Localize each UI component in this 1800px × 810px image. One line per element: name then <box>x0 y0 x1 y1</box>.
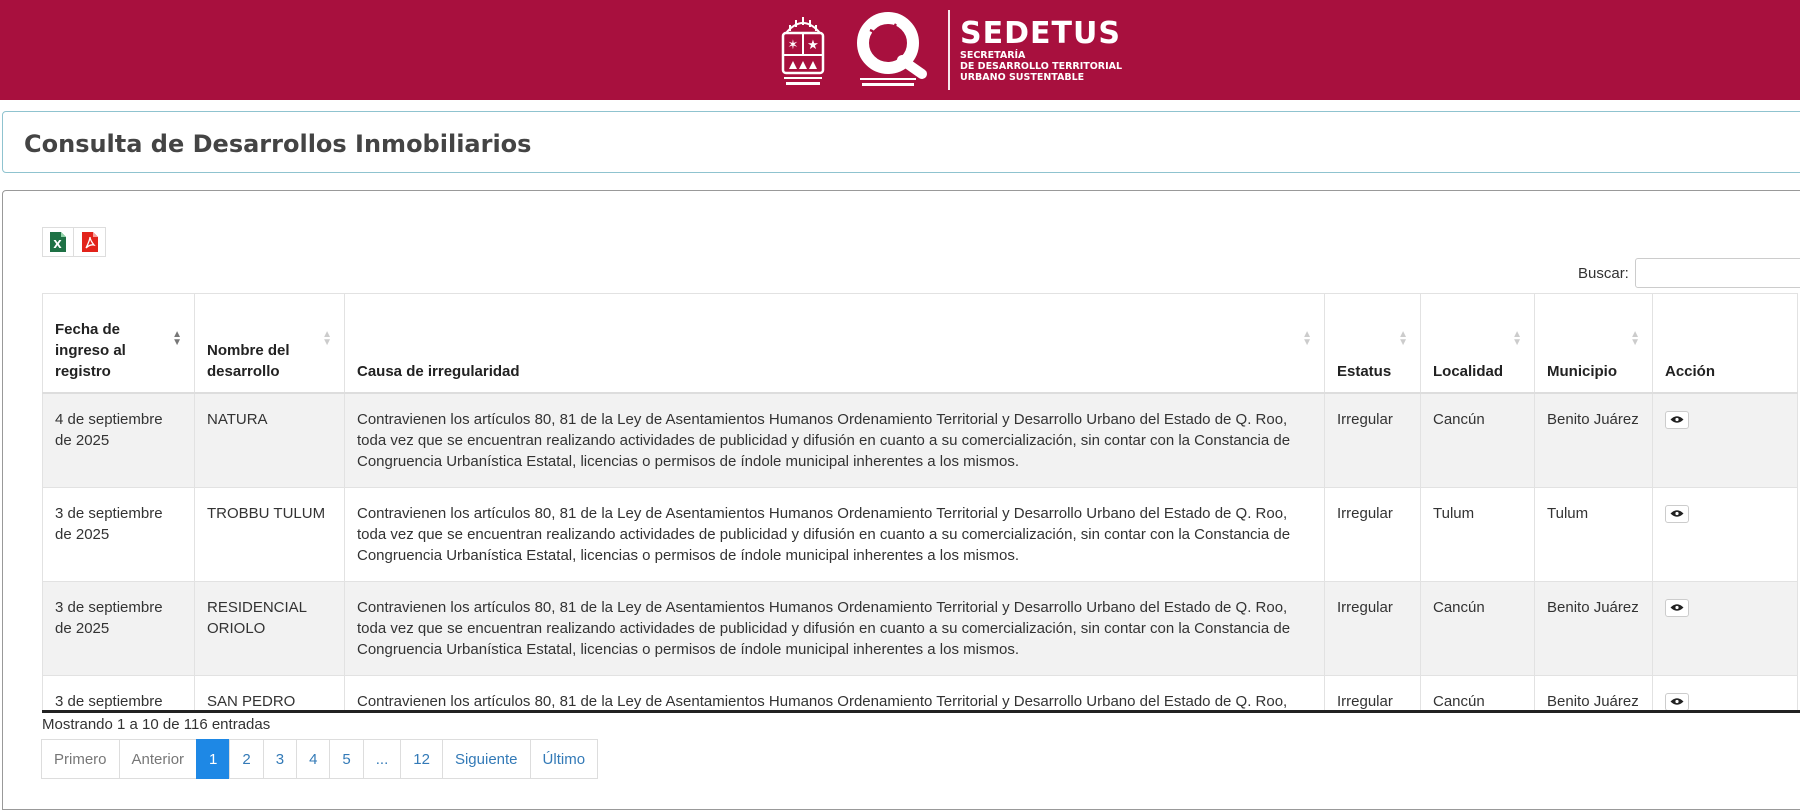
cell-municipio: Benito Juárez <box>1535 393 1653 488</box>
pdf-icon <box>81 231 99 253</box>
cell-nombre: TROBBU TULUM <box>195 488 345 582</box>
column-header-label: Nombre del desarrollo <box>207 342 290 380</box>
eye-icon <box>1670 603 1684 612</box>
excel-icon <box>49 231 67 253</box>
state-shield-logo <box>774 11 832 89</box>
column-header-label: Municipio <box>1547 363 1617 380</box>
column-header-label: Localidad <box>1433 363 1504 380</box>
pagination-ellipsis: ... <box>363 739 402 779</box>
cell-estatus: Irregular <box>1325 393 1421 488</box>
column-header-label: Causa de irregularidad <box>357 363 520 380</box>
cell-fecha: 3 de septiembre de 2025 <box>43 488 195 582</box>
cell-accion <box>1653 582 1798 676</box>
column-header-label: Acción <box>1665 363 1716 380</box>
cell-localidad: Cancún <box>1421 393 1535 488</box>
pagination-page-3[interactable]: 3 <box>263 739 297 779</box>
cell-causa: Contravienen los artículos 80, 81 de la Ley de Asentamientos Humanos Ordenamiento Territorial y Desarrollo Urbano del Estado de Q. Roo, toda vez que se encuentran realizando actividades de publicidad y difusión en cuanto a su comercialización, sin contar con la Constancia de Congruencia Urbanística Estatal, licencias o permisos de índole municipal inherentes a los mismos. <box>345 582 1325 676</box>
eye-icon <box>1670 697 1684 706</box>
brand-subtitle-line-1: SECRETARÍA <box>960 49 1026 61</box>
cell-accion <box>1653 676 1798 714</box>
sort-icon: ▲ ▼ <box>1630 329 1640 348</box>
svg-text:✶: ✶ <box>787 38 799 53</box>
table-row <box>43 582 1798 676</box>
brand-subtitle-line-2: DE DESARROLLO TERRITORIAL <box>960 60 1123 72</box>
column-header-label: Estatus <box>1337 363 1392 380</box>
table-header-row <box>43 294 1798 394</box>
cell-municipio: Benito Juárez <box>1535 582 1653 676</box>
pagination-previous[interactable]: Anterior <box>119 739 198 779</box>
column-header-municipio[interactable] <box>1535 294 1653 394</box>
sort-icon: ▲ ▼ <box>1512 329 1522 348</box>
page-title: Consulta de Desarrollos Inmobiliarios <box>24 130 532 158</box>
cell-estatus: Irregular <box>1325 676 1421 714</box>
column-header-fecha[interactable] <box>43 294 195 394</box>
pagination <box>42 739 598 777</box>
sort-icon: ▲ ▼ <box>1302 329 1312 348</box>
export-excel-button[interactable] <box>42 227 74 257</box>
table-row <box>43 676 1798 714</box>
view-button[interactable] <box>1665 411 1689 429</box>
cell-accion <box>1653 488 1798 582</box>
brand-logo-group <box>774 10 1122 90</box>
brand-divider <box>948 10 950 90</box>
cell-localidad: Cancún <box>1421 582 1535 676</box>
search-input[interactable] <box>1635 258 1800 288</box>
column-header-label: Fecha de ingreso al registro <box>55 321 126 380</box>
cell-municipio: Benito Juárez <box>1535 676 1653 714</box>
svg-text:X: X <box>53 238 62 251</box>
pagination-page-4[interactable]: 4 <box>296 739 330 779</box>
cell-fecha: 3 de septiembre <box>43 676 195 714</box>
cell-causa: Contravienen los artículos 80, 81 de la Ley de Asentamientos Humanos Ordenamiento Territorial y Desarrollo Urbano del Estado de Q. Roo, <box>345 676 1325 714</box>
sort-icon: ▲ ▼ <box>322 329 332 348</box>
pagination-page-1[interactable]: 1 <box>196 739 230 779</box>
cell-fecha: 3 de septiembre de 2025 <box>43 582 195 676</box>
table-info: Mostrando 1 a 10 de 116 entradas <box>42 716 271 733</box>
pagination-next[interactable]: Siguiente <box>442 739 531 779</box>
column-header-estatus[interactable] <box>1325 294 1421 394</box>
cell-municipio: Tulum <box>1535 488 1653 582</box>
column-header-accion <box>1653 294 1798 394</box>
sort-desc-icon: ▲ ▼ <box>172 329 182 348</box>
quintana-roo-logo <box>850 10 932 90</box>
column-header-nombre[interactable] <box>195 294 345 394</box>
cell-estatus: Irregular <box>1325 488 1421 582</box>
cell-estatus: Irregular <box>1325 582 1421 676</box>
developments-table <box>42 293 1798 713</box>
view-button[interactable] <box>1665 505 1689 523</box>
cell-nombre: SAN PEDRO <box>195 676 345 714</box>
eye-icon <box>1670 509 1684 518</box>
cell-fecha: 4 de septiembre de 2025 <box>43 393 195 488</box>
cell-causa: Contravienen los artículos 80, 81 de la Ley de Asentamientos Humanos Ordenamiento Territorial y Desarrollo Urbano del Estado de Q. Roo, toda vez que se encuentran realizando actividades de publicidad y difusión en cuanto a su comercialización, sin contar con la Constancia de Congruencia Urbanística Estatal, licencias o permisos de índole municipal inherentes a los mismos. <box>345 393 1325 488</box>
pagination-first[interactable]: Primero <box>41 739 120 779</box>
table-row <box>43 488 1798 582</box>
title-panel <box>2 111 1800 173</box>
sort-icon: ▲ ▼ <box>1398 329 1408 348</box>
cell-causa: Contravienen los artículos 80, 81 de la Ley de Asentamientos Humanos Ordenamiento Territorial y Desarrollo Urbano del Estado de Q. Roo, toda vez que se encuentran realizando actividades de publicidad y difusión en cuanto a su comercialización, sin contar con la Constancia de Congruencia Urbanística Estatal, licencias o permisos de índole municipal inherentes a los mismos. <box>345 488 1325 582</box>
header-bar <box>0 0 1800 100</box>
pagination-last[interactable]: Último <box>530 739 599 779</box>
view-button[interactable] <box>1665 599 1689 617</box>
cell-localidad: Cancún <box>1421 676 1535 714</box>
search-label: Buscar: <box>1578 265 1629 282</box>
brand-name: SEDETUS <box>960 15 1121 51</box>
export-buttons <box>42 227 106 257</box>
eye-icon <box>1670 415 1684 424</box>
cell-nombre: RESIDENCIAL ORIOLO <box>195 582 345 676</box>
table-row <box>43 393 1798 488</box>
column-header-localidad[interactable] <box>1421 294 1535 394</box>
export-pdf-button[interactable] <box>74 227 106 257</box>
table-scroll-area[interactable] <box>42 293 1800 713</box>
pagination-page-12[interactable]: 12 <box>400 739 443 779</box>
cell-nombre: NATURA <box>195 393 345 488</box>
column-header-causa[interactable] <box>345 294 1325 394</box>
pagination-page-2[interactable]: 2 <box>229 739 263 779</box>
view-button[interactable] <box>1665 693 1689 711</box>
pagination-page-5[interactable]: 5 <box>329 739 363 779</box>
cell-accion <box>1653 393 1798 488</box>
svg-text:★: ★ <box>807 38 819 53</box>
brand-text <box>960 15 1123 83</box>
cell-localidad: Tulum <box>1421 488 1535 582</box>
brand-subtitle-line-3: URBANO SUSTENTABLE <box>960 71 1085 83</box>
